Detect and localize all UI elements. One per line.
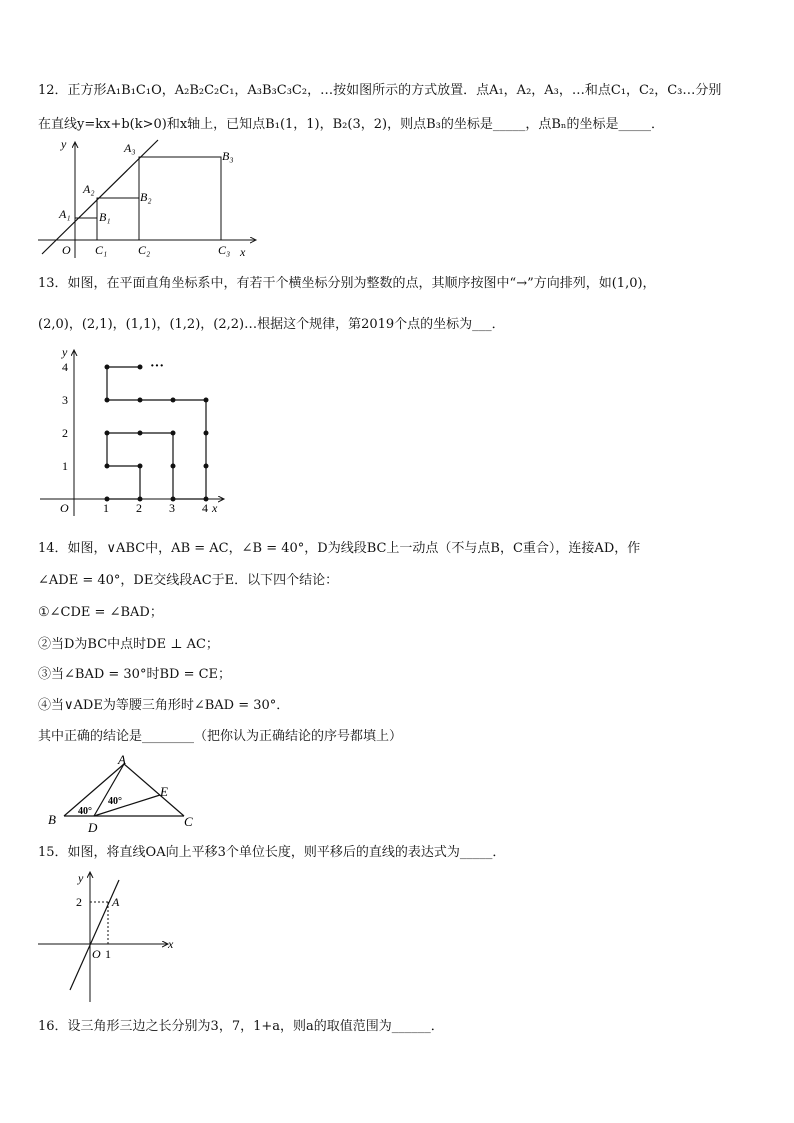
q15-label-x: x (168, 937, 174, 951)
q14-label-B: B (48, 812, 56, 827)
q12-text-line2: 在直线y=kx+b(k>0)和x轴上，已知点B₁(1，1)，B₂(3，2)，则点B₃的坐标是_____，点Bₙ的坐标是_____． (38, 117, 665, 132)
q13-ytick-3: 3 (62, 393, 68, 407)
q13-xtick-4: 4 (202, 501, 208, 515)
q12-label-y: y (61, 137, 67, 151)
q12-label-A1: A₁ (59, 207, 71, 221)
q13-text-line2: (2,0)，(2,1)，(1,1)，(1,2)，(2,2)…根据这个规律，第2019个点的坐标为___． (38, 317, 505, 332)
q13-label-y: y (62, 345, 68, 359)
q14-conclusion-1: ①∠CDE = ∠BAD； (38, 605, 163, 620)
q15-label-O: O (92, 947, 101, 961)
q12-label-A2: A₂ (83, 182, 95, 196)
q12-label-C3: C₃ (218, 243, 231, 257)
q14-label-A: A (118, 752, 126, 767)
q13-xtick-2: 2 (136, 501, 142, 515)
q14-conclusion-4: ④当∨ADE为等腰三角形时∠BAD = 30°． (38, 698, 290, 713)
q14-label-D: D (88, 820, 98, 835)
q14-text-line3: 其中正确的结论是________（把你认为正确结论的序号都填上） (38, 729, 403, 744)
q15-figure (36, 868, 186, 1006)
q14-label-C: C (184, 814, 193, 829)
q16-text-line1: 16．设三角形三边之长分别为3，7，1+a，则a的取值范围为______． (38, 1019, 444, 1034)
q12-label-O: O (62, 243, 71, 257)
q13-continuation-dots: ··· (150, 359, 165, 374)
q13-xtick-3: 3 (169, 501, 175, 515)
q15-xtick-1: 1 (105, 947, 111, 961)
q14-text-line2: ∠ADE = 40°，DE交线段AC于E．以下四个结论： (38, 573, 339, 588)
q14-angle-B: 40° (78, 806, 92, 817)
q12-square-1 (75, 218, 97, 240)
q13-figure (36, 344, 236, 520)
q15-ytick-2: 2 (76, 895, 82, 909)
q13-label-x: x (212, 501, 218, 515)
q13-ytick-1: 1 (62, 459, 68, 473)
q13-ytick-2: 2 (62, 426, 68, 440)
q13-ytick-4: 4 (62, 360, 68, 374)
q14-conclusion-2: ②当D为BC中点时DE ⊥ AC； (38, 637, 219, 652)
q12-label-C1: C₁ (95, 243, 108, 257)
q12-label-x: x (240, 245, 246, 259)
q14-figure (44, 752, 214, 838)
q13-text-line1: 13．如图，在平面直角坐标系中，有若干个横坐标分别为整数的点，其顺序按图中“→”方向排列，如(1,0)， (38, 276, 656, 291)
q14-text-line1: 14．如图，∨ABC中，AB = AC，∠B = 40°，D为线段BC上一动点（不与点B，C重合），连接AD，作 (38, 541, 641, 556)
q15-text-line1: 15．如图，将直线OA向上平移3个单位长度，则平移后的直线的表达式为_____． (38, 845, 506, 860)
q13-path (107, 367, 206, 499)
q14-angle-ADE: 40° (108, 796, 122, 807)
q12-label-B3: B₃ (222, 149, 234, 163)
q12-text-line1: 12．正方形A₁B₁C₁O，A₂B₂C₂C₁，A₃B₃C₃C₂，…按如图所示的方式放置．点A₁，A₂，A₃，…和点C₁，C₂，C₃…分别 (38, 83, 722, 98)
q13-xtick-1: 1 (103, 501, 109, 515)
q12-label-C2: C₂ (138, 243, 151, 257)
q13-label-O: O (60, 501, 69, 515)
q12-label-A3: A₃ (124, 141, 136, 155)
q15-label-y: y (78, 871, 84, 885)
q14-label-E: E (160, 784, 168, 799)
q12-label-B2: B₂ (140, 190, 152, 204)
q12-label-B1: B₁ (99, 210, 111, 224)
q14-conclusion-3: ③当∠BAD = 30°时BD = CE； (38, 667, 232, 682)
q12-figure (34, 134, 264, 262)
q15-label-A: A (112, 895, 120, 909)
